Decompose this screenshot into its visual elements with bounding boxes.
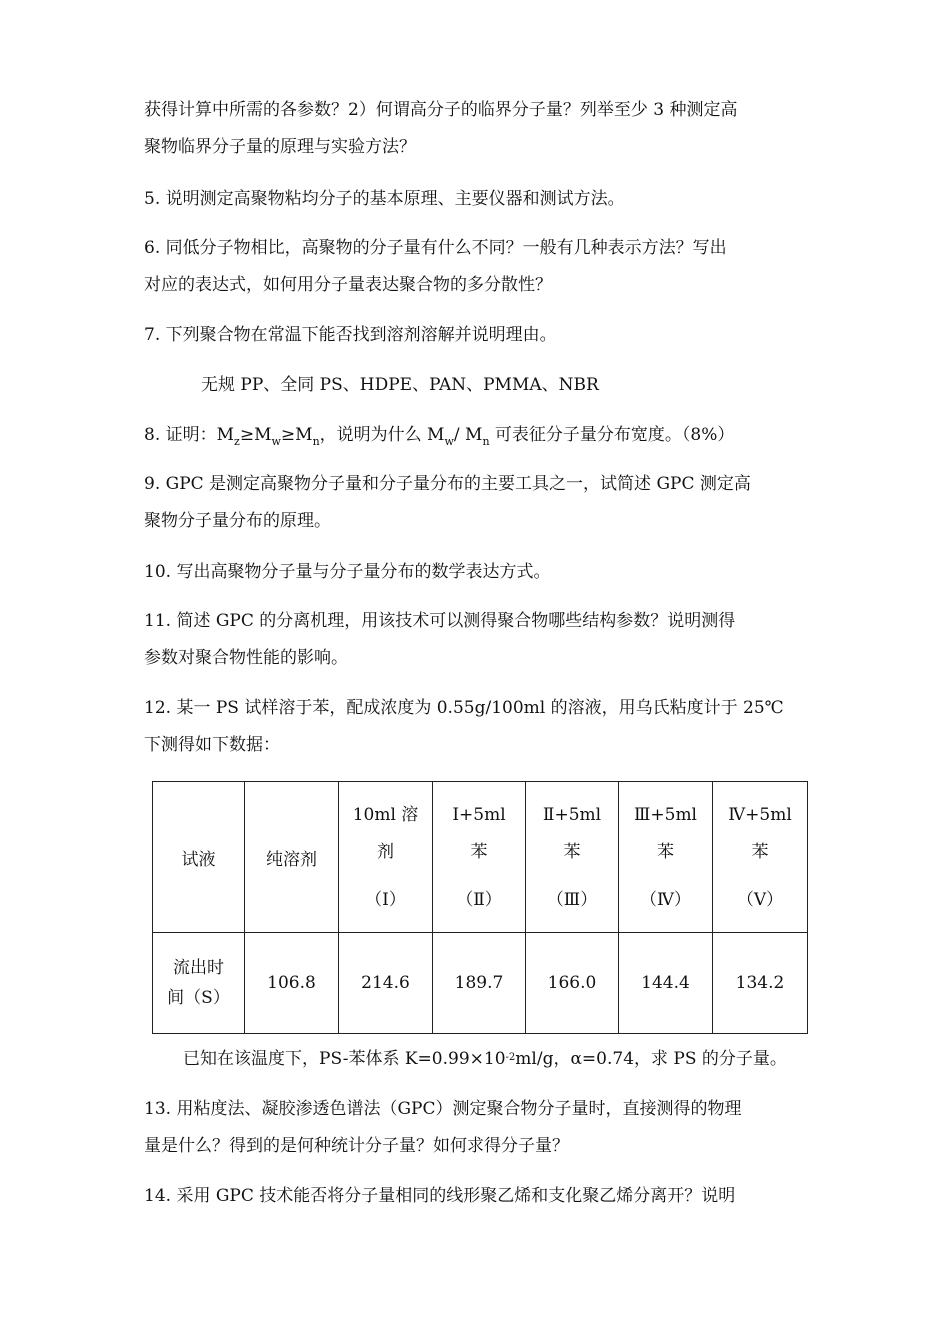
header-cell: Ⅱ+5ml 苯 （Ⅲ） <box>526 782 619 933</box>
row-label-cell: 流出时 间（S） <box>153 933 245 1034</box>
question-12: 12. 某一 PS 试样溶于苯，配成浓度为 0.55g/100ml 的溶液，用乌氏粘度计于 25℃ <box>144 698 784 718</box>
question-6: 6. 同低分子物相比，高聚物的分子量有什么不同？一般有几种表示方法？写出 <box>144 238 727 258</box>
value-cell: 106.8 <box>245 933 339 1034</box>
table-row <box>153 933 808 1034</box>
value-cell: 189.7 <box>433 933 526 1034</box>
question-9-cont: 聚物分子量分布的原理。 <box>144 511 331 531</box>
question-11-cont: 参数对聚合物性能的影响。 <box>144 648 348 668</box>
header-cell: Ⅳ+5ml 苯 （Ⅴ） <box>713 782 808 933</box>
header-cell: Ⅰ+5ml 苯 （Ⅱ） <box>433 782 526 933</box>
value-cell: 166.0 <box>526 933 619 1034</box>
question-12-cont: 下测得如下数据： <box>144 735 280 755</box>
table-header-row <box>153 782 808 933</box>
header-cell: Ⅲ+5ml 苯 （Ⅳ） <box>619 782 713 933</box>
question-9: 9. GPC 是测定高聚物分子量和分子量分布的主要工具之一，试简述 GPC 测定高 <box>144 474 751 494</box>
known-constants: 已知在该温度下，PS-苯体系 $K=0.99\times 10^{-2}ml/g$，α=0.74，求 PS 的分子量。 <box>183 1049 787 1069</box>
question-11: 11. 简述 GPC 的分离机理，用该技术可以测得聚合物哪些结构参数？说明测得 <box>144 611 736 631</box>
polymer-list: 无规 PP、全同 PS、HDPE、PAN、PMMA、NBR <box>201 375 599 395</box>
question-8: 8. 证明：$M_z\ge M_w\ge M_n$，说明为什么 $M_w/$ $M_n$ 可表征分子量分布宽度。（8%） <box>144 425 735 448</box>
header-cell: 纯溶剂 <box>245 782 339 933</box>
viscosity-data-table <box>152 781 808 1034</box>
value-cell: 144.4 <box>619 933 713 1034</box>
question-7: 7. 下列聚合物在常温下能否找到溶剂溶解并说明理由。 <box>144 325 557 345</box>
question-6-cont: 对应的表达式，如何用分子量表达聚合物的多分散性？ <box>144 275 552 295</box>
text-line: 聚物临界分子量的原理与实验方法？ <box>144 137 416 157</box>
value-cell: 134.2 <box>713 933 808 1034</box>
question-13-cont: 量是什么？得到的是何种统计分子量？如何求得分子量？ <box>144 1136 569 1156</box>
header-cell: 试液 <box>153 782 245 933</box>
question-10: 10. 写出高聚物分子量与分子量分布的数学表达方式。 <box>144 562 551 582</box>
text-line: 获得计算中所需的各参数？2）何谓高分子的临界分子量？列举至少 3 种测定高 <box>144 100 738 120</box>
question-14: 14. 采用 GPC 技术能否将分子量相同的线形聚乙烯和支化聚乙烯分离开？说明 <box>144 1186 736 1206</box>
value-cell: 214.6 <box>339 933 433 1034</box>
question-13: 13. 用粘度法、凝胶渗透色谱法（GPC）测定聚合物分子量时，直接测得的物理 <box>144 1099 742 1119</box>
question-5: 5. 说明测定高聚物粘均分子的基本原理、主要仪器和测试方法。 <box>144 189 625 209</box>
header-cell: 10ml 溶 剂 （Ⅰ） <box>339 782 433 933</box>
